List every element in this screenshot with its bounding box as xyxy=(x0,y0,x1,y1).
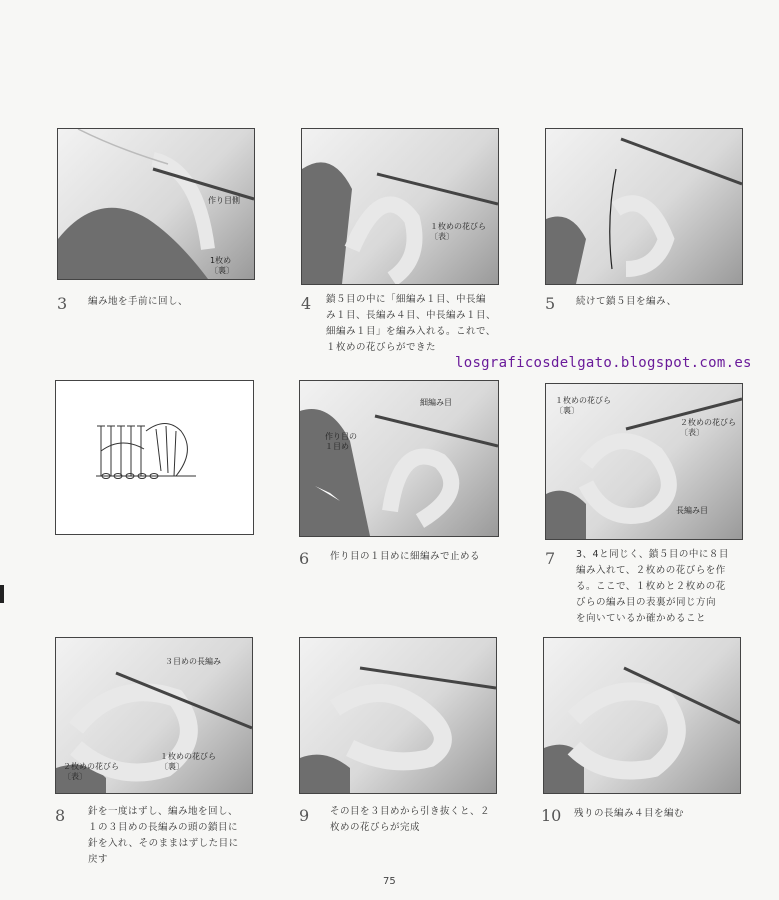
step-3-caption: 編み地を手前に回し、 xyxy=(88,296,189,307)
step-5-photo xyxy=(545,128,743,285)
page-number: 75 xyxy=(383,876,396,887)
step-3-label-1: 作り目側 xyxy=(208,196,240,205)
step-7-label-2: ２枚めの花びら 〔表〕 xyxy=(680,418,736,437)
step-7-label-1: １枚めの花びら 〔裏〕 xyxy=(555,396,611,415)
crochet-chart-diagram xyxy=(55,380,254,535)
step-7-label-3: 長編み目 xyxy=(676,506,708,515)
step-10-number: 10 xyxy=(541,806,562,825)
watermark: losgraficosdelgato.blogspot.com.es xyxy=(455,355,752,371)
step-10-photo xyxy=(543,637,741,794)
step-5-number: 5 xyxy=(545,294,556,313)
step-9-caption: その目を３目めから引き抜くと、２ 枚めの花びらが完成 xyxy=(330,806,491,833)
step-4-caption: 鎖５目の中に「細編み１目、中長編 み１目、長編み４目、中長編み１目、 細編み１目」を編み入れる。これで、 １枚めの花びらができた xyxy=(326,294,497,353)
step-9-number: 9 xyxy=(299,806,310,825)
step-6-caption: 作り目の１目めに細編みで止める xyxy=(330,551,481,562)
step-3-number: 3 xyxy=(57,294,68,313)
step-8-label-1: ３目めの長編み xyxy=(165,657,221,666)
step-6-photo xyxy=(299,380,499,537)
edge-mark xyxy=(0,585,4,603)
step-9-photo xyxy=(299,637,497,794)
step-3-label-2: 1枚め 〔裏〕 xyxy=(210,256,234,275)
step-7-number: 7 xyxy=(545,549,556,568)
step-8-caption: 針を一度はずし、編み地を回し、 １の３目めの長編みの頭の鎖目に 針を入れ、そのままはずした目に 戻す xyxy=(88,806,239,865)
step-4-number: 4 xyxy=(301,294,312,313)
step-7-caption: 3、4と同じく、鎖５目の中に８目 編み入れて、２枚めの花びらを作 る。ここで、１枚めと２枚めの花 びらの編み目の表裏が同じ方向 を向いているか確かめること xyxy=(576,549,729,624)
step-4-photo xyxy=(301,128,499,285)
step-8-number: 8 xyxy=(55,806,66,825)
step-4-label-1: １枚めの花びら 〔表〕 xyxy=(430,222,486,241)
step-6-number: 6 xyxy=(299,549,310,568)
step-8-label-3: １枚めの花びら 〔裏〕 xyxy=(160,752,216,771)
step-6-label-2: 作り目の １目め xyxy=(325,432,357,451)
step-8-label-2: ２枚めの花びら 〔表〕 xyxy=(63,762,119,781)
step-5-caption: 続けて鎖５目を編み、 xyxy=(576,296,677,307)
step-6-label-1: 細編み目 xyxy=(420,398,452,407)
step-10-caption: 残りの長編み４目を編む xyxy=(574,808,685,819)
